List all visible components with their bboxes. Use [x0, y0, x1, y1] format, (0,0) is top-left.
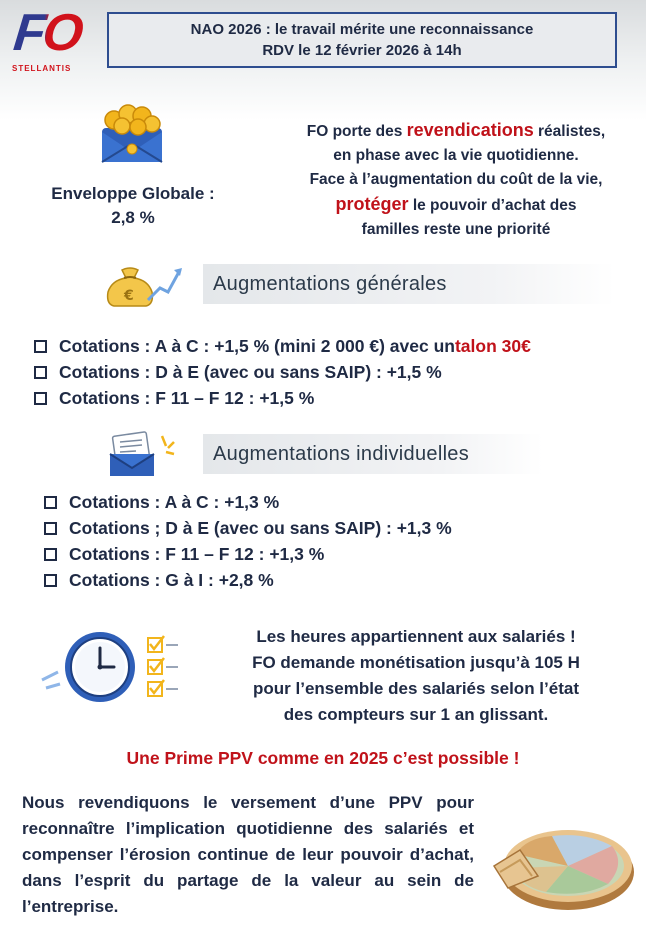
individual-raises-title: Augmentations individuelles	[203, 434, 543, 474]
claim-line-4	[276, 192, 636, 218]
claim-highlight-revendications: revendications	[406, 120, 534, 140]
list-item-text: Cotations : A à C : +1,5 % (mini 2 000 €) avec un	[59, 336, 455, 356]
hours-text	[208, 624, 624, 728]
claim-line-1	[276, 118, 636, 144]
claim-line-5: familles reste une priorité	[361, 221, 551, 238]
claim-part-1: FO porte des	[306, 123, 407, 140]
list-item	[34, 333, 531, 359]
list-item-text: Cotations ; D à E (avec ou sans SAIP) : +1,3 %	[69, 518, 452, 538]
header-line-2: RDV le 12 février 2026 à 14h	[262, 42, 462, 59]
individual-raises-list	[44, 489, 452, 593]
list-item	[44, 489, 452, 515]
money-bag-icon	[100, 260, 186, 310]
fo-stellantis-logo	[8, 6, 84, 78]
hours-line-3: pour l’ensemble des salariés selon l’état	[253, 679, 579, 698]
list-item-text: Cotations : G à I : +2,8 %	[69, 570, 274, 590]
hours-line-4: des compteurs sur 1 an glissant.	[283, 705, 549, 724]
clock-checklist-icon	[40, 628, 180, 706]
list-item-text: Cotations : F 11 – F 12 : +1,5 %	[59, 388, 315, 408]
svg-text:€: €	[124, 288, 134, 304]
claim-part-4: le pouvoir d’achat des	[408, 197, 577, 214]
money-envelope-icon	[98, 102, 166, 166]
logo-subtitle: STELLANTIS	[12, 64, 72, 73]
checkbox-icon	[34, 392, 47, 405]
list-item	[44, 541, 452, 567]
header-banner	[107, 12, 617, 68]
checkbox-icon	[44, 522, 57, 535]
list-item	[34, 359, 531, 385]
list-item	[44, 567, 452, 593]
checkbox-icon	[44, 574, 57, 587]
claim-line-2: en phase avec la vie quotidienne.	[333, 147, 579, 164]
envelope-value: 2,8 %	[111, 208, 155, 227]
euro-pie-icon	[490, 806, 640, 916]
list-item-text: Cotations : A à C : +1,3 %	[69, 492, 280, 512]
general-raises-title: Augmentations générales	[203, 264, 615, 304]
list-item	[34, 385, 531, 411]
ppv-paragraph: Nous revendiquons le versement d’une PPV pour reconnaître l’implication quotidienne des salariés et compenser l’érosion continue de leur pouvoir d’achat, dans l’esprit du partage de la valeur au sein de l’entreprise.	[22, 793, 474, 916]
logo-text: FO	[5, 6, 87, 60]
hours-line-2: FO demande monétisation jusqu’à 105 H	[252, 653, 580, 672]
checkbox-icon	[34, 340, 47, 353]
header-line-1: NAO 2026 : le travail mérite une reconnaissance	[190, 21, 534, 38]
talon-highlight: talon 30€	[454, 336, 531, 356]
envelope-letter-icon	[104, 430, 190, 480]
hours-line-1: Les heures appartiennent aux salariés !	[256, 627, 576, 646]
checkbox-icon	[44, 496, 57, 509]
claim-line-3: Face à l’augmentation du coût de la vie,	[309, 171, 603, 188]
envelope-label: Enveloppe Globale :	[51, 184, 215, 203]
checkbox-icon	[34, 366, 47, 379]
list-item	[44, 515, 452, 541]
claim-part-2: réalistes,	[533, 123, 606, 140]
claim-text	[276, 118, 636, 242]
list-item-text: Cotations : D à E (avec ou sans SAIP) : +1,5 %	[59, 362, 442, 382]
prime-ppv-heading: Une Prime PPV comme en 2025 c’est possible !	[126, 748, 520, 768]
checkbox-icon	[44, 548, 57, 561]
claim-highlight-proteger: protéger	[335, 194, 409, 214]
general-raises-list	[34, 333, 531, 411]
list-item-text: Cotations : F 11 – F 12 : +1,3 %	[69, 544, 325, 564]
